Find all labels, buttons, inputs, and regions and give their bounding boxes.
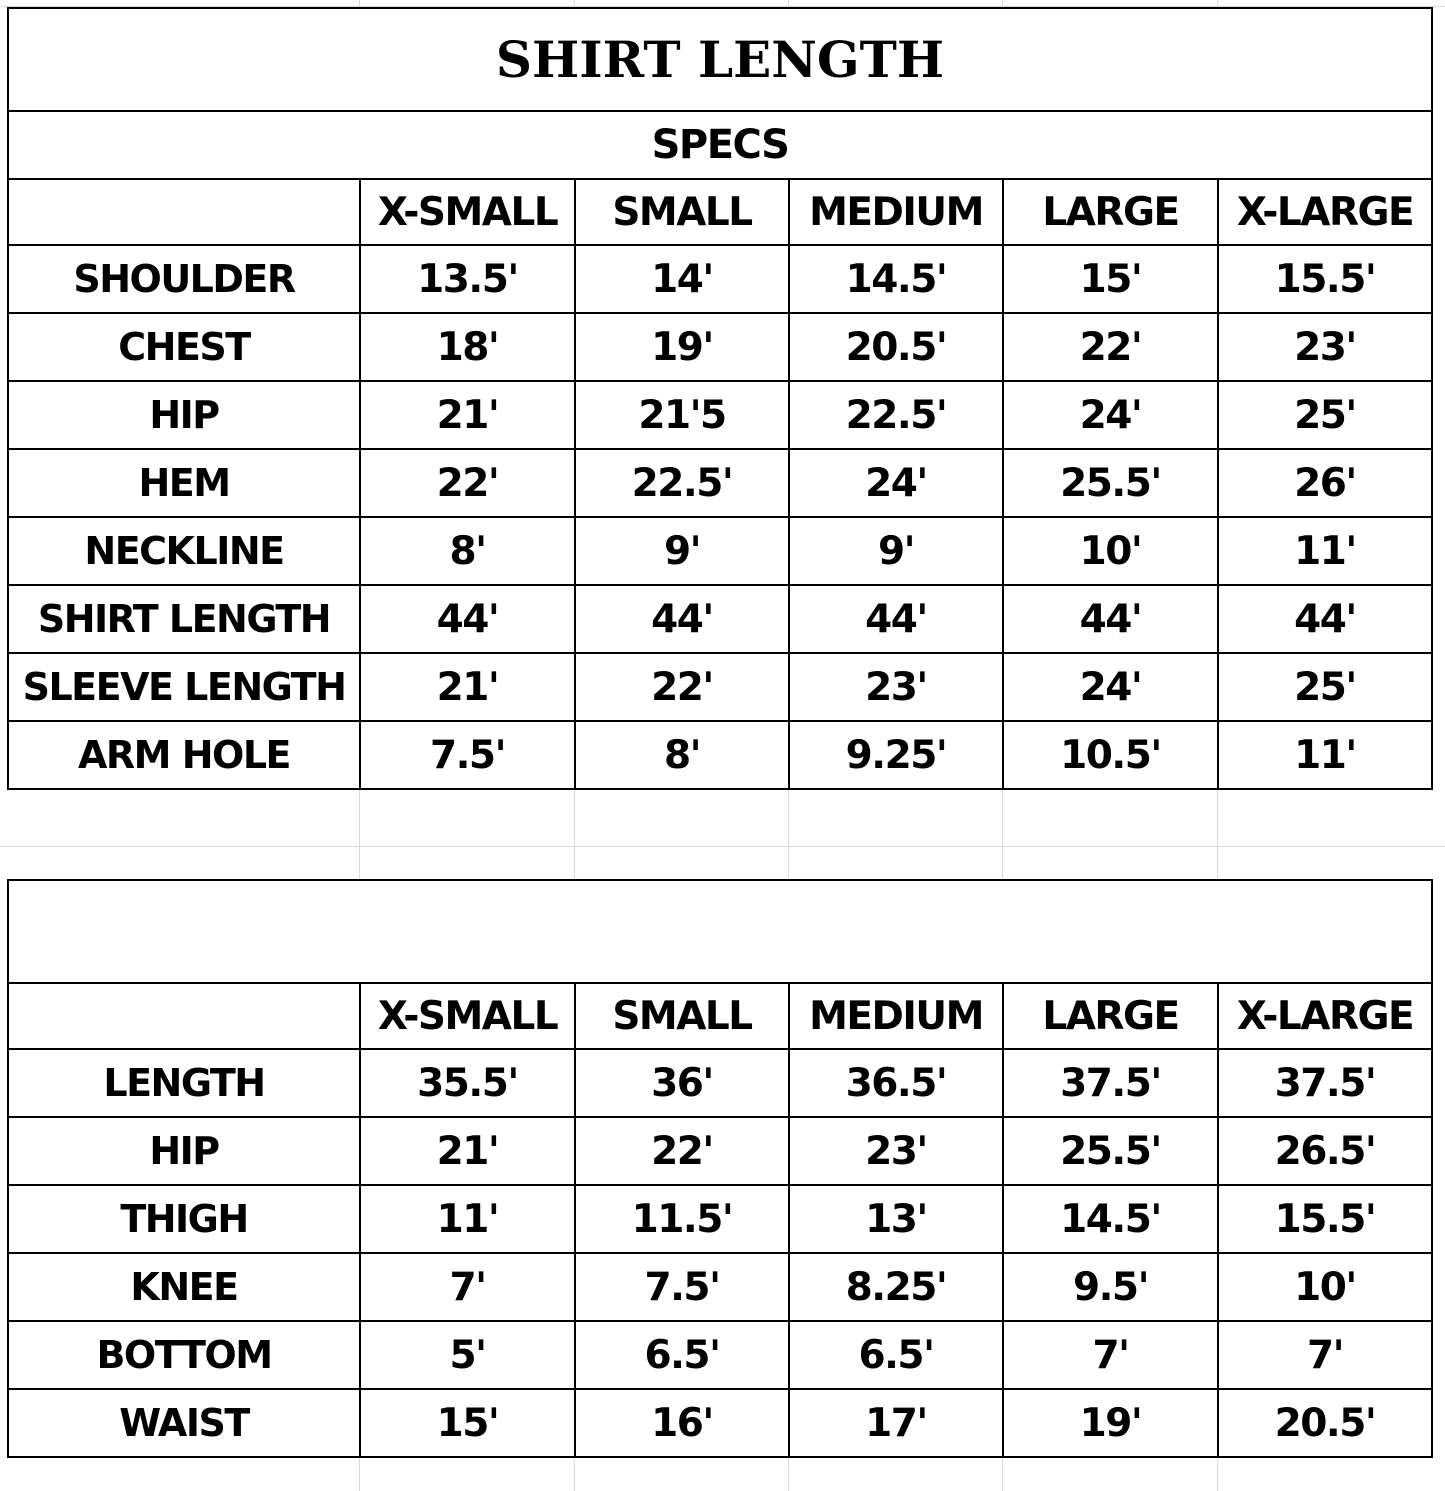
table-row [8,721,1432,789]
measurement-value: 11' [1218,721,1432,789]
measurement-label: HEM [8,449,360,517]
header-empty-cell [8,983,360,1049]
size-header-row [8,179,1432,245]
measurement-value: 15' [360,1389,575,1457]
measurement-value: 44' [575,585,789,653]
size-header: LARGE [1003,179,1218,245]
measurement-value: 10' [1218,1253,1432,1321]
measurement-value: 20.5' [1218,1389,1432,1457]
pants-size-table [7,879,1433,1458]
measurement-value: 6.5' [575,1321,789,1389]
measurement-value: 14.5' [789,245,1003,313]
measurement-label: SLEEVE LENGTH [8,653,360,721]
measurement-label: LENGTH [8,1049,360,1117]
size-header: SMALL [575,983,789,1049]
table-row [8,1389,1432,1457]
measurement-value: 8.25' [789,1253,1003,1321]
measurement-value: 14.5' [1003,1185,1218,1253]
size-header: X-LARGE [1218,983,1432,1049]
measurement-value: 7.5' [360,721,575,789]
measurement-value: 15' [1003,245,1218,313]
measurement-value: 25' [1218,381,1432,449]
measurement-label: KNEE [8,1253,360,1321]
measurement-label: NECKLINE [8,517,360,585]
measurement-value: 19' [575,313,789,381]
measurement-value: 44' [360,585,575,653]
table-row [8,585,1432,653]
measurement-value: 7.5' [575,1253,789,1321]
table-row [8,245,1432,313]
measurement-value: 18' [360,313,575,381]
table-title: SHIRT LENGTH [8,8,1432,111]
measurement-value: 22' [575,1117,789,1185]
shirt-size-table [7,7,1433,790]
measurement-label: HIP [8,1117,360,1185]
measurement-value: 21' [360,1117,575,1185]
measurement-value: 26' [1218,449,1432,517]
measurement-value: 10.5' [1003,721,1218,789]
measurement-value: 44' [789,585,1003,653]
measurement-value: 11' [1218,517,1432,585]
measurement-value: 24' [789,449,1003,517]
measurement-value: 9' [789,517,1003,585]
table-row [8,313,1432,381]
measurement-value: 26.5' [1218,1117,1432,1185]
measurement-value: 6.5' [789,1321,1003,1389]
measurement-value: 37.5' [1218,1049,1432,1117]
measurement-value: 44' [1003,585,1218,653]
measurement-value: 35.5' [360,1049,575,1117]
measurement-value: 16' [575,1389,789,1457]
table-row [8,1117,1432,1185]
measurement-value: 25.5' [1003,449,1218,517]
measurement-value: 9.5' [1003,1253,1218,1321]
size-header: MEDIUM [789,983,1003,1049]
measurement-value: 5' [360,1321,575,1389]
measurement-value: 13' [789,1185,1003,1253]
measurement-value: 9.25' [789,721,1003,789]
table-row [8,517,1432,585]
measurement-value: 20.5' [789,313,1003,381]
measurement-value: 15.5' [1218,245,1432,313]
measurement-label: BOTTOM [8,1321,360,1389]
measurement-value: 44' [1218,585,1432,653]
measurement-label: WAIST [8,1389,360,1457]
header-empty-cell [8,179,360,245]
measurement-label: THIGH [8,1185,360,1253]
measurement-value: 21'5 [575,381,789,449]
table-row [8,1049,1432,1117]
table-row [8,1185,1432,1253]
measurement-value: 9' [575,517,789,585]
table-row [8,653,1432,721]
measurement-value: 17' [789,1389,1003,1457]
measurement-label: SHIRT LENGTH [8,585,360,653]
measurement-value: 22' [360,449,575,517]
measurement-value: 25' [1218,653,1432,721]
table-subtitle: SPECS [8,111,1432,179]
table-row [8,449,1432,517]
measurement-value: 23' [789,653,1003,721]
size-header: X-SMALL [360,179,575,245]
measurement-label: CHEST [8,313,360,381]
measurement-value: 22.5' [789,381,1003,449]
measurement-value: 14' [575,245,789,313]
measurement-value: 23' [1218,313,1432,381]
measurement-value: 36' [575,1049,789,1117]
gridline [0,846,1445,847]
measurement-value: 23' [789,1117,1003,1185]
table-row [8,1321,1432,1389]
size-header-row [8,983,1432,1049]
measurement-value: 10' [1003,517,1218,585]
measurement-label: SHOULDER [8,245,360,313]
measurement-value: 7' [1003,1321,1218,1389]
measurement-label: HIP [8,381,360,449]
measurement-value: 8' [360,517,575,585]
size-header: MEDIUM [789,179,1003,245]
measurement-value: 21' [360,653,575,721]
measurement-value: 19' [1003,1389,1218,1457]
measurement-value: 11.5' [575,1185,789,1253]
measurement-value: 24' [1003,381,1218,449]
size-header: X-LARGE [1218,179,1432,245]
measurement-value: 15.5' [1218,1185,1432,1253]
measurement-value: 11' [360,1185,575,1253]
size-header: SMALL [575,179,789,245]
measurement-value: 13.5' [360,245,575,313]
measurement-value: 22' [575,653,789,721]
measurement-value: 7' [1218,1321,1432,1389]
table-title [8,880,1432,983]
measurement-value: 22.5' [575,449,789,517]
measurement-value: 36.5' [789,1049,1003,1117]
measurement-value: 21' [360,381,575,449]
size-header: LARGE [1003,983,1218,1049]
table-row [8,1253,1432,1321]
measurement-value: 7' [360,1253,575,1321]
measurement-value: 24' [1003,653,1218,721]
measurement-value: 8' [575,721,789,789]
measurement-value: 25.5' [1003,1117,1218,1185]
size-header: X-SMALL [360,983,575,1049]
measurement-value: 22' [1003,313,1218,381]
table-row [8,381,1432,449]
measurement-value: 37.5' [1003,1049,1218,1117]
measurement-label: ARM HOLE [8,721,360,789]
